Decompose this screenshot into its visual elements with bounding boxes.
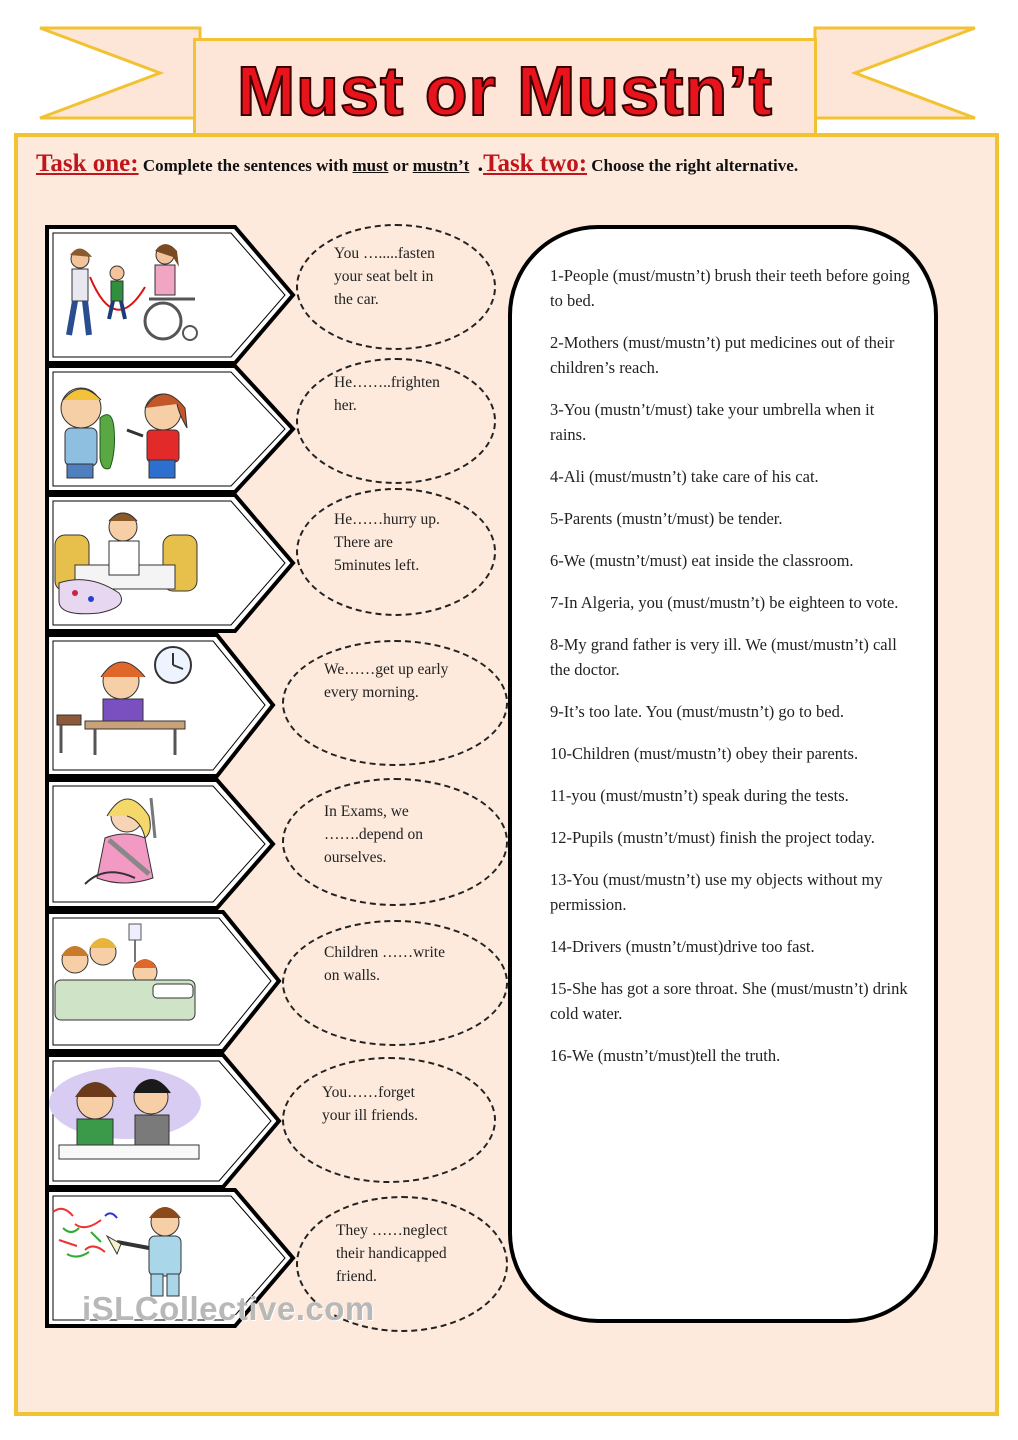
task-one-sentence-5: In Exams, we …….depend on ourselves. bbox=[324, 803, 424, 866]
task-one-sentence-3: He……hurry up. There are 5minutes left. bbox=[334, 511, 440, 574]
task-one-sentence-6: Children ……write on walls. bbox=[324, 944, 445, 984]
task-two-item-10: 10-Children (must/mustn’t) obey their parents. bbox=[550, 744, 859, 763]
children-visiting-sick-friend-icon bbox=[45, 922, 205, 1038]
task-two-list bbox=[550, 263, 910, 1085]
task-one-word-must: must bbox=[352, 156, 389, 175]
task-two-item-13: 13-You (must/mustn’t) use my objects without my permission. bbox=[550, 870, 883, 914]
watermark: iSLCollective.com bbox=[82, 1290, 375, 1327]
task-two-item-3: 3-You (mustn’t/must) take your umbrella when it rains. bbox=[550, 400, 875, 444]
girl-wearing-seatbelt-icon bbox=[45, 788, 205, 898]
task-two-item-9: 9-It’s too late. You (must/mustn’t) go to bed. bbox=[550, 702, 844, 721]
task-one-sentence-7: You……forget your ill friends. bbox=[322, 1084, 418, 1124]
task-one-text-1: Complete the sentences with bbox=[142, 156, 349, 175]
task-one-sentence-1: You ….....fasten your seat belt in the car. bbox=[334, 245, 435, 308]
task-one-text-2: or bbox=[392, 156, 409, 175]
picture-arrow-2 bbox=[45, 364, 297, 494]
picture-arrow-3 bbox=[45, 493, 297, 633]
task-two-item-15: 15-She has got a sore throat. She (must/mustn’t) drink cold water. bbox=[550, 979, 908, 1023]
task-two-label: Task two: bbox=[483, 150, 588, 177]
task-one-sentence-4: We……get up early every morning. bbox=[324, 661, 449, 701]
task-one-label: Task one: bbox=[36, 150, 139, 177]
task-two-item-7: 7-In Algeria, you (must/mustn’t) be eighteen to vote. bbox=[550, 593, 899, 612]
boy-scaring-girl-with-frog-icon bbox=[45, 378, 205, 482]
task-two-item-5: 5-Parents (mustn’t/must) be tender. bbox=[550, 509, 783, 528]
picture-arrow-7 bbox=[45, 1053, 297, 1189]
students-cheating-on-test-icon bbox=[45, 1063, 205, 1175]
picture-arrow-6 bbox=[45, 910, 297, 1053]
task-two-item-16: 16-We (mustn’t/must)tell the truth. bbox=[550, 1046, 781, 1065]
sleepy-boy-in-bed-icon bbox=[45, 503, 205, 619]
task-one-sentence-8: They ……neglect their handicapped friend. bbox=[336, 1222, 448, 1285]
picture-arrow-5 bbox=[45, 778, 297, 910]
task-two-item-6: 6-We (mustn’t/must) eat inside the classroom. bbox=[550, 551, 854, 570]
task-separator: . bbox=[477, 151, 484, 176]
task-two-item-2: 2-Mothers (must/mustn’t) put medicines out of their children’s reach. bbox=[550, 333, 895, 377]
task-one-word-mustnt: mustn’t bbox=[412, 156, 470, 175]
tired-student-with-clock-icon bbox=[45, 643, 205, 763]
task-one-sentence-2: He……..frighten her. bbox=[334, 374, 440, 414]
task-two-item-1: 1-People (must/mustn’t) brush their teeth before going to bed. bbox=[550, 266, 910, 310]
task-instructions bbox=[36, 150, 976, 190]
task-two-item-4: 4-Ali (must/mustn’t) take care of his cat. bbox=[550, 467, 819, 486]
task-two-item-14: 14-Drivers (mustn’t/must)drive too fast. bbox=[550, 937, 815, 956]
task-two-text: Choose the right alternative. bbox=[591, 156, 799, 175]
picture-arrow-4 bbox=[45, 633, 297, 778]
task-two-item-11: 11-you (must/mustn’t) speak during the tests. bbox=[550, 786, 849, 805]
picture-arrow-1 bbox=[45, 225, 297, 365]
family-playing-with-wheelchair-icon bbox=[45, 237, 205, 349]
title-box bbox=[193, 38, 817, 136]
task-two-item-12: 12-Pupils (mustn’t/must) finish the project today. bbox=[550, 828, 875, 847]
page-title: Must or Mustn’t bbox=[236, 52, 774, 130]
task-two-item-8: 8-My grand father is very ill. We (must/mustn’t) call the doctor. bbox=[550, 635, 897, 679]
